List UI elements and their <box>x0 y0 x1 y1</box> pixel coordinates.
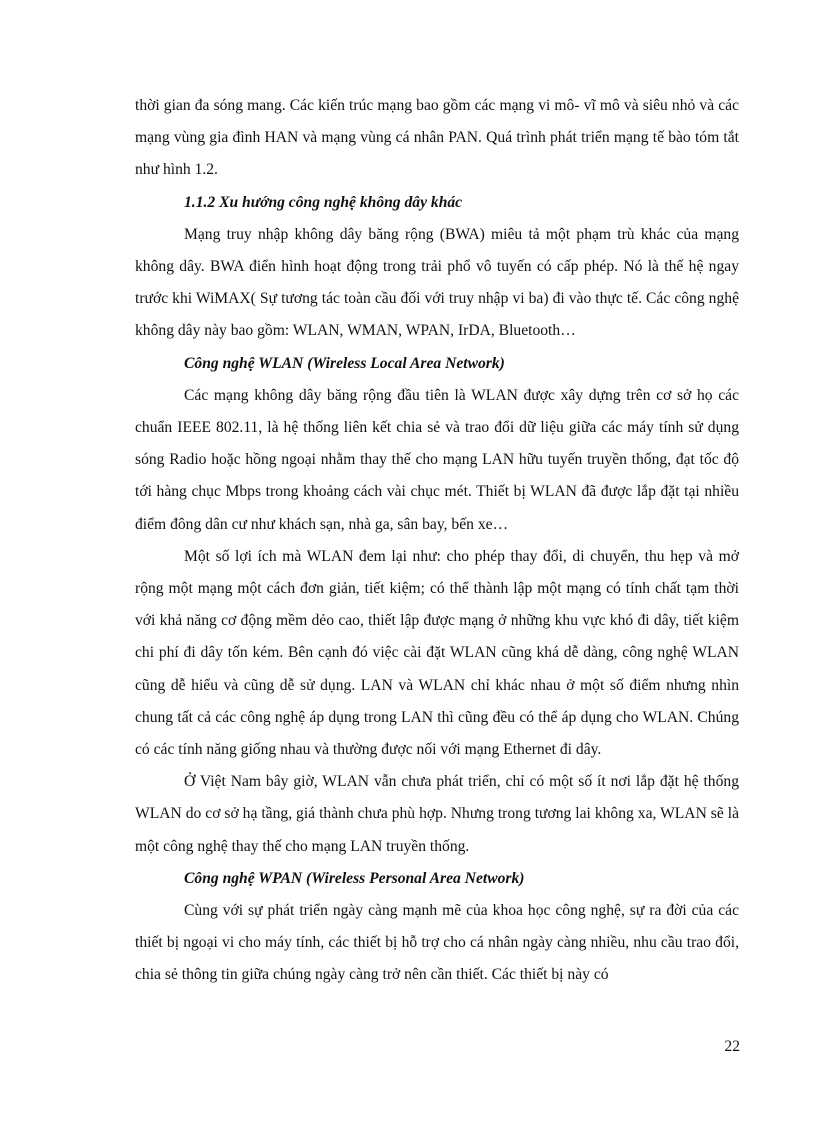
subheading-wlan: Công nghệ WLAN (Wireless Local Area Network) <box>184 354 505 372</box>
page-body <box>135 90 739 992</box>
paragraph-continuation: thời gian đa sóng mang. Các kiến trúc mạng bao gồm các mạng vi mô- vĩ mô và siêu nhỏ và các mạng vùng gia đình HAN và mạng vùng cá nhân PAN. Quá trình phát triển mạng tế bào tóm tắt như hình 1.2. <box>135 97 739 179</box>
paragraph-wlan-intro: Các mạng không dây băng rộng đầu tiên là WLAN được xây dựng trên cơ sở họ các chuẩn IEEE 802.11, là hệ thống liên kết chia sẻ và trao đổi dữ liệu giữa các máy tính sử dụng sóng Radio hoặc hồng ngoại nhằm thay thế cho mạng LAN hữu tuyến truyền thống, đạt tốc độ tới hàng chục Mbps trong khoảng cách vài chục mét. Thiết bị WLAN đã được lắp đặt tại nhiều điểm đông dân cư như khách sạn, nhà ga, sân bay, bến xe… <box>135 386 739 533</box>
paragraph-wlan-vietnam: Ở Việt Nam bây giờ, WLAN vẫn chưa phát triển, chỉ có một số ít nơi lắp đặt hệ thống WLAN do cơ sở hạ tầng, giá thành chưa phù hợp. Nhưng trong tương lai không xa, WLAN sẽ là một công nghệ thay thế cho mạng LAN truyền thống. <box>135 773 739 855</box>
paragraph-wpan-intro: Cùng với sự phát triển ngày càng mạnh mẽ của khoa học công nghệ, sự ra đời của các thiết bị ngoại vi cho máy tính, các thiết bị hỗ trợ cho cá nhân ngày càng nhiều, nhu cầu trao đổi, chia sẻ thông tin giữa chúng ngày càng trở nên cần thiết. Các thiết bị này có <box>135 902 739 984</box>
paragraph-wlan-benefits: Một số lợi ích mà WLAN đem lại như: cho phép thay đổi, di chuyển, thu hẹp và mở rộng một mạng một cách đơn giản, tiết kiệm; có thể thành lập một mạng có tính chất tạm thời với khả năng cơ động mềm dẻo cao, thiết lập được mạng ở những khu vực khó đi dây, tiết kiệm chi phí đi dây tốn kém. Bên cạnh đó việc cài đặt WLAN cũng khá dễ dàng, công nghệ WLAN cũng dễ hiểu và cũng dễ sử dụng. LAN và WLAN chỉ khác nhau ở một số điểm nhưng nhìn chung tất cả các công nghệ áp dụng trong LAN thì cũng đều có thể áp dụng cho WLAN. Chúng có các tính năng giống nhau và thường được nối với mạng Ethernet đi dây. <box>135 547 739 759</box>
page-number: 22 <box>724 1038 740 1055</box>
paragraph-bwa: Mạng truy nhập không dây băng rộng (BWA) miêu tả một phạm trù khác của mạng không dây. BWA điển hình hoạt động trong trải phổ vô tuyến có cấp phép. Nó là thế hệ ngay trước khi WiMAX( Sự tương tác toàn cầu đối với truy nhập vi ba) đi vào thực tế. Các công nghệ không dây này bao gồm: WLAN, WMAN, WPAN, IrDA, Bluetooth… <box>135 225 739 340</box>
section-heading-1-1-2: 1.1.2 Xu hướng công nghệ không dây khác <box>184 193 463 211</box>
subheading-wpan: Công nghệ WPAN (Wireless Personal Area Network) <box>184 869 525 887</box>
